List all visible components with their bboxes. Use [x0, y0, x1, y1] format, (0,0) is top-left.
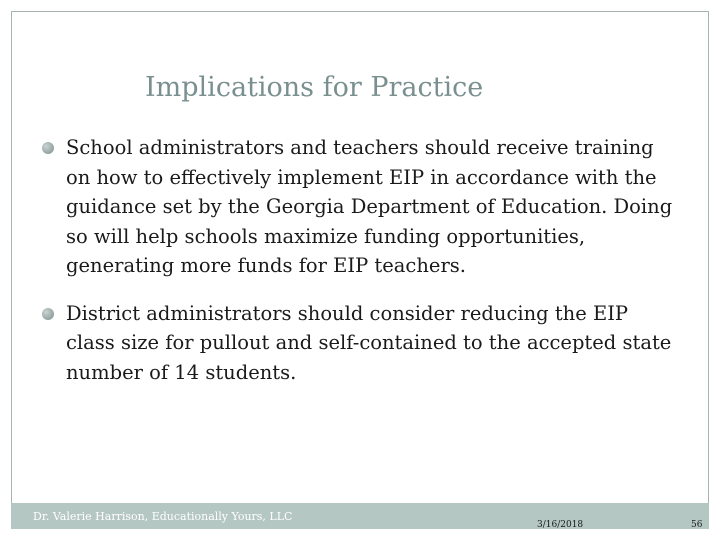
slide-title: Implications for Practice — [145, 72, 484, 103]
bullet-item — [40, 299, 680, 388]
bullet-dot-icon — [42, 142, 54, 154]
footer-author: Dr. Valerie Harrison, Educationally Yours, LLC — [33, 510, 293, 523]
bullet-item — [40, 133, 680, 281]
bullet-dot-icon — [42, 308, 54, 320]
bullet-list — [40, 133, 680, 387]
bullet-text: District administrators should consider reducing the EIP class size for pullout and self-contained to the accepted state number of 14 students. — [66, 301, 672, 384]
footer-date: 3/16/2018 — [537, 520, 584, 530]
page-number: 56 — [691, 520, 703, 530]
bullet-text: School administrators and teachers should receive training on how to effectively implement EIP in accordance with the guidance set by the Georgia Department of Education. Doing so will help schools maximize funding opportunities, generating more funds for EIP teachers. — [66, 136, 673, 277]
